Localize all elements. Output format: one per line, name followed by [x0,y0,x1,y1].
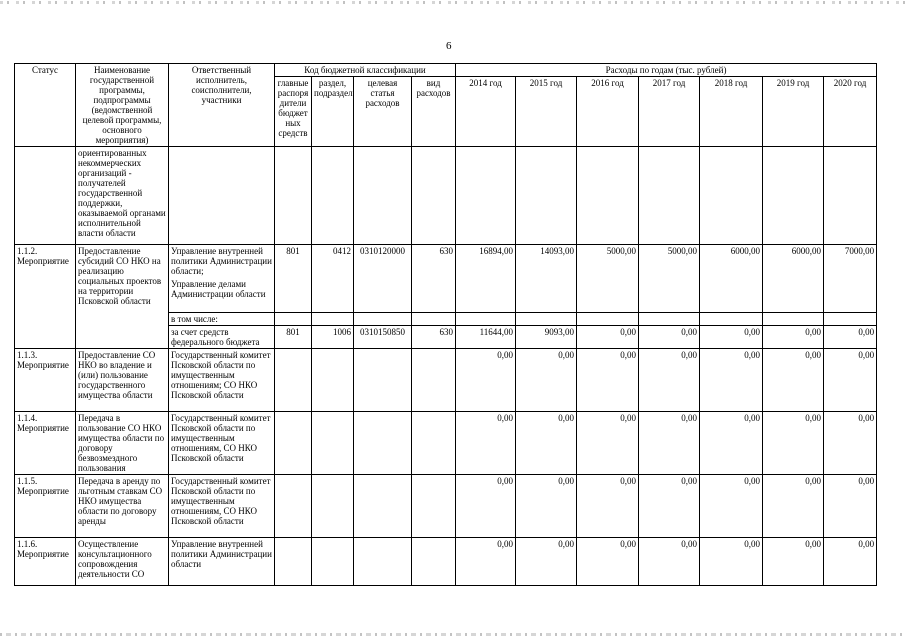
cell-cs: 0310120000 [354,245,412,313]
row-responsible: Государственный комитет Псковской области по имущественным отношениям, СО НКО Псковской области [169,475,275,538]
cell-value: 0,00 [700,475,763,538]
header-row-1 [15,64,877,77]
header-code-col: целевая статья расходов [354,77,412,147]
header-code-col: вид расходов [412,77,456,147]
scan-edge-top [0,1,905,4]
cell-value: 0,00 [639,538,700,586]
header-year: 2016 год [577,77,639,147]
scan-edge-bottom [0,633,905,636]
table-row [15,475,877,538]
cell-razdel: 0412 [312,245,354,313]
header-expenses-group: Расходы по годам (тыс. рублей) [456,64,877,77]
header-responsible: Ответственный исполнитель, соисполнители, участники [169,64,275,147]
table-row [15,147,877,245]
table-row [15,412,877,475]
row-name: Предоставление СО НКО во владение и (или) пользование государственного имущества области [76,349,169,412]
cell-value: 0,00 [824,349,877,412]
cell-value: 6000,00 [700,245,763,313]
cell-value: 6000,00 [763,245,824,313]
cell-value: 0,00 [516,475,577,538]
table-row [15,245,877,313]
row-responsible: Государственный комитет Псковской области по имущественным отношениям; СО НКО Псковской области [169,349,275,412]
cell-value: 0,00 [700,538,763,586]
cell-value: 0,00 [577,475,639,538]
row-status: 1.1.4. Мероприятие [15,412,76,475]
cell-value: 0,00 [516,349,577,412]
budget-table [14,63,877,586]
header-year: 2020 год [824,77,877,147]
cell-value: 0,00 [763,475,824,538]
header-year: 2015 год [516,77,577,147]
cell-value: 0,00 [639,475,700,538]
cell-value: 0,00 [824,412,877,475]
row-name: Предоставление субсидий СО НКО на реализацию социальных проектов на территории Псковской области [76,245,169,349]
cell-value: 0,00 [824,475,877,538]
cell-value: 0,00 [639,412,700,475]
header-year: 2019 год [763,77,824,147]
page-number: 6 [446,40,452,52]
cell-value: 7000,00 [824,245,877,313]
cell-value: 0,00 [763,349,824,412]
sub-label: за счет средств федерального бюджета [169,326,275,349]
header-year: 2014 год [456,77,516,147]
cell-value: 0,00 [700,326,763,349]
row-status: 1.1.5. Мероприятие [15,475,76,538]
row-status: 1.1.3. Мероприятие [15,349,76,412]
cell-grbs: 801 [275,245,312,313]
cell-value: 0,00 [700,349,763,412]
cell-value: 0,00 [763,412,824,475]
cell-value: 0,00 [763,326,824,349]
cell-value: 0,00 [456,538,516,586]
cell-value: 5000,00 [577,245,639,313]
cell-vr: 630 [412,245,456,313]
cell-razdel: 1006 [312,326,354,349]
cell-value: 0,00 [456,349,516,412]
row-status: 1.1.6. Мероприятие [15,538,76,586]
header-status: Статус [15,64,76,147]
row-responsible: Управление внутренней политики Администрации области; Управление делами Администрации области [169,245,275,313]
cell-value: 14093,00 [516,245,577,313]
cell-value: 0,00 [824,326,877,349]
row-responsible: Управление внутренней политики Администрации области [169,538,275,586]
continuation-text: ориентированных некоммерческих организаций - получателей государственной поддержки, оказываемой органами исполнительной власти области [76,147,169,245]
cell-value: 9093,00 [516,326,577,349]
table-row [15,538,877,586]
row-name: Осуществление консультационного сопровождения деятельности СО [76,538,169,586]
cell-value: 0,00 [577,412,639,475]
row-status: 1.1.2. Мероприятие [15,245,76,349]
cell-value: 0,00 [516,538,577,586]
incl-label: в том числе: [169,313,275,326]
cell-grbs: 801 [275,326,312,349]
header-code-col: раздел, подраздел [312,77,354,147]
cell-value: 5000,00 [639,245,700,313]
header-year: 2018 год [700,77,763,147]
cell-value: 0,00 [763,538,824,586]
cell-value: 0,00 [824,538,877,586]
cell-value: 16894,00 [456,245,516,313]
cell-value: 11644,00 [456,326,516,349]
cell-value: 0,00 [639,349,700,412]
cell-cs: 0310150850 [354,326,412,349]
header-code-group: Код бюджетной классификации [275,64,456,77]
row-responsible: Государственный комитет Псковской области по имущественным отношениям, СО НКО Псковской области [169,412,275,475]
cell-value: 0,00 [516,412,577,475]
header-year: 2017 год [639,77,700,147]
row-name: Передача в пользование СО НКО имущества области по договору безвозмездного пользования [76,412,169,475]
cell-value: 0,00 [639,326,700,349]
row-name: Передача в аренду по льготным ставкам СО НКО имущества области по договору аренды [76,475,169,538]
cell-value: 0,00 [700,412,763,475]
header-code-col: главные распоря дители бюджет ных средств [275,77,312,147]
table-row [15,349,877,412]
cell-value: 0,00 [577,538,639,586]
header-name: Наименование государственной программы, подпрограммы (ведомственной целевой программы, основного мероприятия) [76,64,169,147]
cell-vr: 630 [412,326,456,349]
cell-value: 0,00 [577,326,639,349]
cell-value: 0,00 [456,412,516,475]
cell-value: 0,00 [456,475,516,538]
cell-value: 0,00 [577,349,639,412]
